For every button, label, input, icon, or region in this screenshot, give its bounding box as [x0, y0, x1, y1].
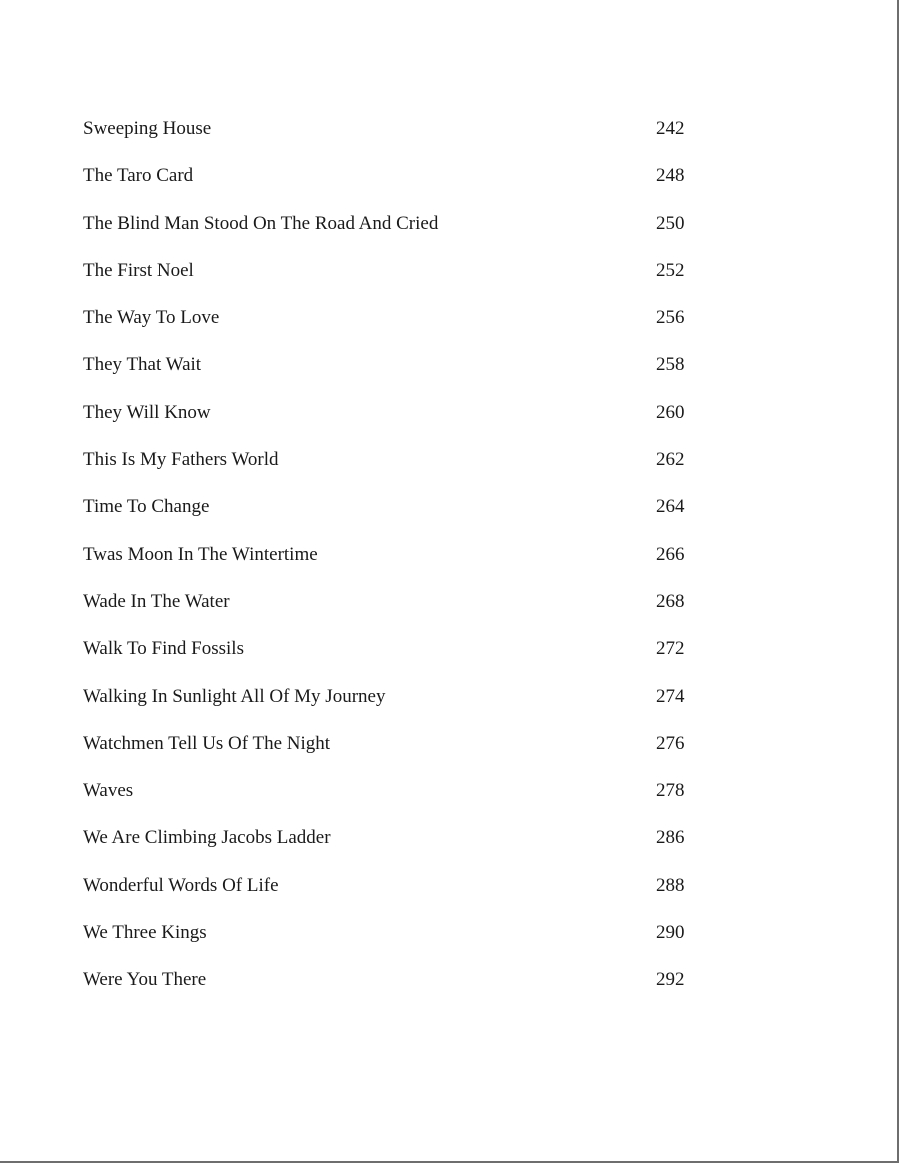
toc-entry-page-number: 264: [656, 496, 685, 518]
toc-entry: [83, 400, 693, 447]
toc-entry: [83, 494, 693, 541]
toc-entry: [83, 825, 693, 872]
toc-entry-title: Wade In The Water: [83, 590, 230, 612]
toc-entry: [83, 116, 693, 163]
toc-entry: [83, 589, 693, 636]
toc-entry-title: Wonderful Words Of Life: [83, 874, 279, 896]
toc-entry-title: We Are Climbing Jacobs Ladder: [83, 827, 331, 849]
toc-entry-title: Watchmen Tell Us Of The Night: [83, 732, 331, 754]
toc-entry-page-number: 268: [656, 590, 685, 612]
toc-entry-page-number: 262: [656, 449, 685, 471]
toc-entry-title: Walking In Sunlight All Of My Journey: [83, 685, 386, 707]
toc-entry-page-number: 260: [656, 401, 685, 423]
toc-entry: [83, 684, 693, 731]
toc-entry-page-number: 278: [656, 780, 685, 802]
toc-entry-title: Were You There: [83, 969, 207, 991]
toc-entry: [83, 731, 693, 778]
toc-entry-title: Twas Moon In The Wintertime: [83, 543, 318, 565]
toc-entry-title: The First Noel: [83, 259, 194, 281]
toc-entry-page-number: 266: [656, 543, 685, 565]
toc-entry-page-number: 252: [656, 259, 685, 281]
toc-entry-page-number: 292: [656, 969, 685, 991]
toc-entry: [83, 258, 693, 305]
toc-entry-title: They Will Know: [83, 401, 211, 423]
table-of-contents: [83, 116, 693, 1015]
toc-entry-title: The Blind Man Stood On The Road And Cried: [83, 212, 439, 234]
toc-entry-page-number: 274: [656, 685, 685, 707]
toc-entry: [83, 636, 693, 683]
toc-entry: [83, 211, 693, 258]
toc-entry-title: Walk To Find Fossils: [83, 638, 244, 660]
toc-entry-page-number: 288: [656, 874, 685, 896]
toc-entry-title: They That Wait: [83, 354, 202, 376]
toc-entry-page-number: 250: [656, 212, 685, 234]
toc-entry-page-number: 248: [656, 165, 685, 187]
toc-entry-title: We Three Kings: [83, 922, 207, 944]
toc-entry: [83, 542, 693, 589]
toc-entry-page-number: 290: [656, 922, 685, 944]
toc-entry-page-number: 272: [656, 638, 685, 660]
toc-entry-page-number: 276: [656, 732, 685, 754]
toc-entry-page-number: 256: [656, 307, 685, 329]
toc-entry: [83, 352, 693, 399]
toc-entry: [83, 447, 693, 494]
toc-entry-page-number: 258: [656, 354, 685, 376]
toc-entry-title: Waves: [83, 780, 134, 802]
toc-entry: [83, 778, 693, 825]
toc-entry-title: The Way To Love: [83, 307, 220, 329]
toc-entry-title: Time To Change: [83, 496, 210, 518]
toc-entry-page-number: 242: [656, 118, 685, 139]
toc-entry-title: The Taro Card: [83, 165, 194, 187]
toc-entry-title: This Is My Fathers World: [83, 449, 279, 471]
toc-entry-title: Sweeping House: [83, 118, 212, 139]
toc-entry: [83, 873, 693, 920]
toc-entry: [83, 163, 693, 210]
toc-entry: [83, 305, 693, 352]
toc-entry: [83, 967, 693, 1014]
toc-entry-page-number: 286: [656, 827, 685, 849]
toc-entry: [83, 920, 693, 967]
